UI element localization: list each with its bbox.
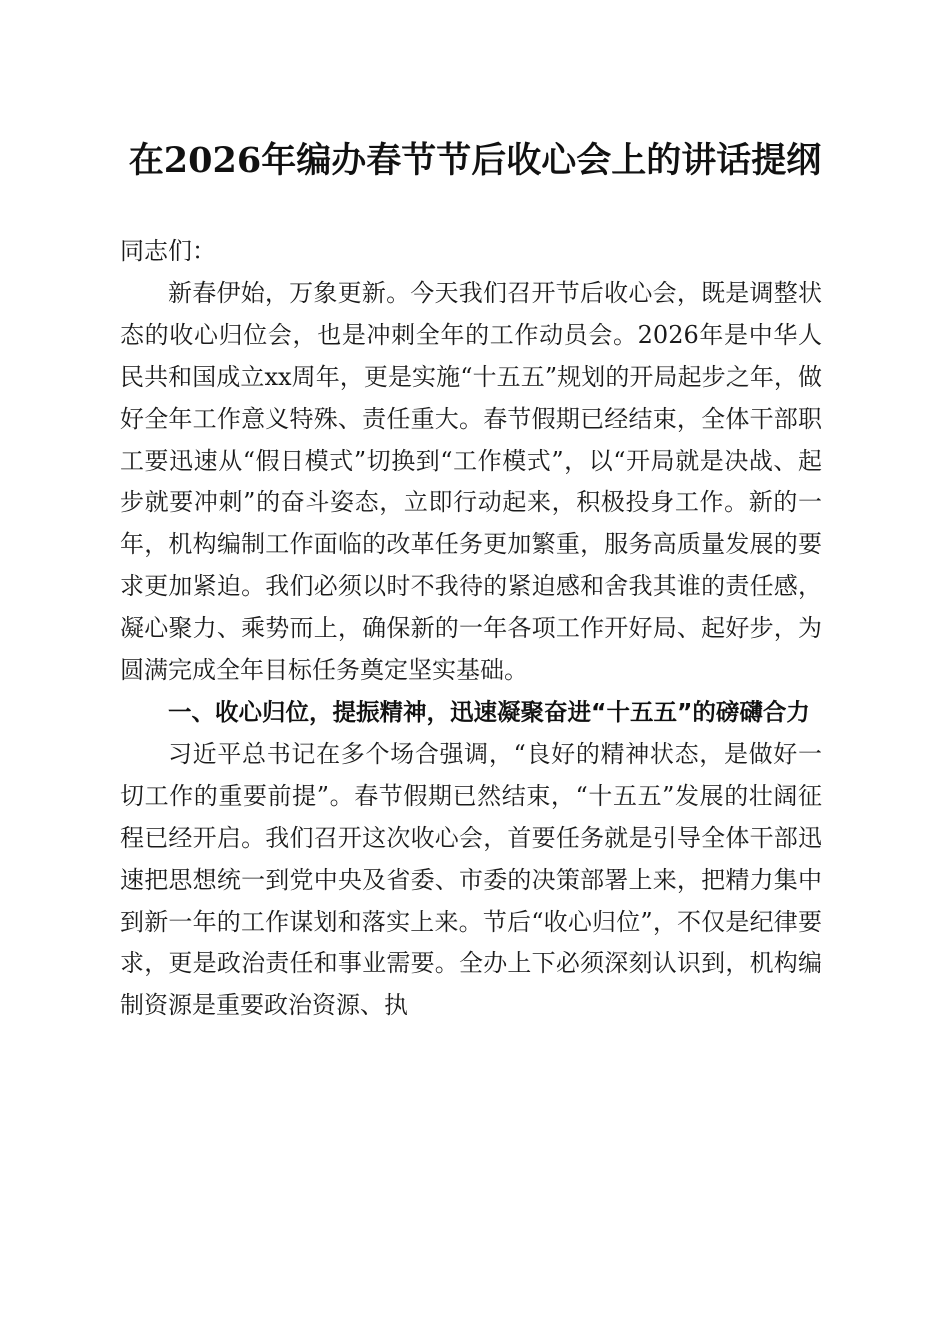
section-heading: 一、收心归位，提振精神，迅速凝聚奋进“十五五”的磅礴合力	[168, 697, 810, 726]
salutation: 同志们：	[120, 237, 216, 265]
document-title: 在2026年编办春节节后收心会上的讲话提纲	[128, 140, 822, 181]
document-body	[120, 231, 822, 1027]
section-paragraph: 习近平总书记在多个场合强调，“良好的精神状态，是做好一切工作的重要前提”。春节假期已然结束，“十五五”发展的壮阔征程已经开启。我们召开这次收心会，首要任务就是引导全体干部迅速把思想统一到党中央及省委、市委的决策部署上来，把精力集中到新一年的工作谋划和落实上来。节后“收心归位”，不仅是纪律要求，更是政治责任和事业需要。全办上下必须深刻认识到，机构编制资源是重要政治资源、执	[120, 739, 822, 1020]
intro-paragraph: 新春伊始，万象更新。今天我们召开节后收心会，既是调整状态的收心归位会，也是冲刺全年的工作动员会。2026年是中华人民共和国成立xx周年，更是实施“十五五”规划的开局起步之年，做好全年工作意义特殊、责任重大。春节假期已经结束，全体干部职工要迅速从“假日模式”切换到“工作模式”，以“开局就是决战、起步就要冲刺”的奋斗姿态，立即行动起来，积极投身工作。新的一年，机构编制工作面临的改革任务更加繁重，服务高质量发展的要求更加紧迫。我们必须以时不我待的紧迫感和舍我其谁的责任感，凝心聚力、乘势而上，确保新的一年各项工作开好局、起好步，为圆满完成全年目标任务奠定坚实基础。	[120, 278, 822, 685]
